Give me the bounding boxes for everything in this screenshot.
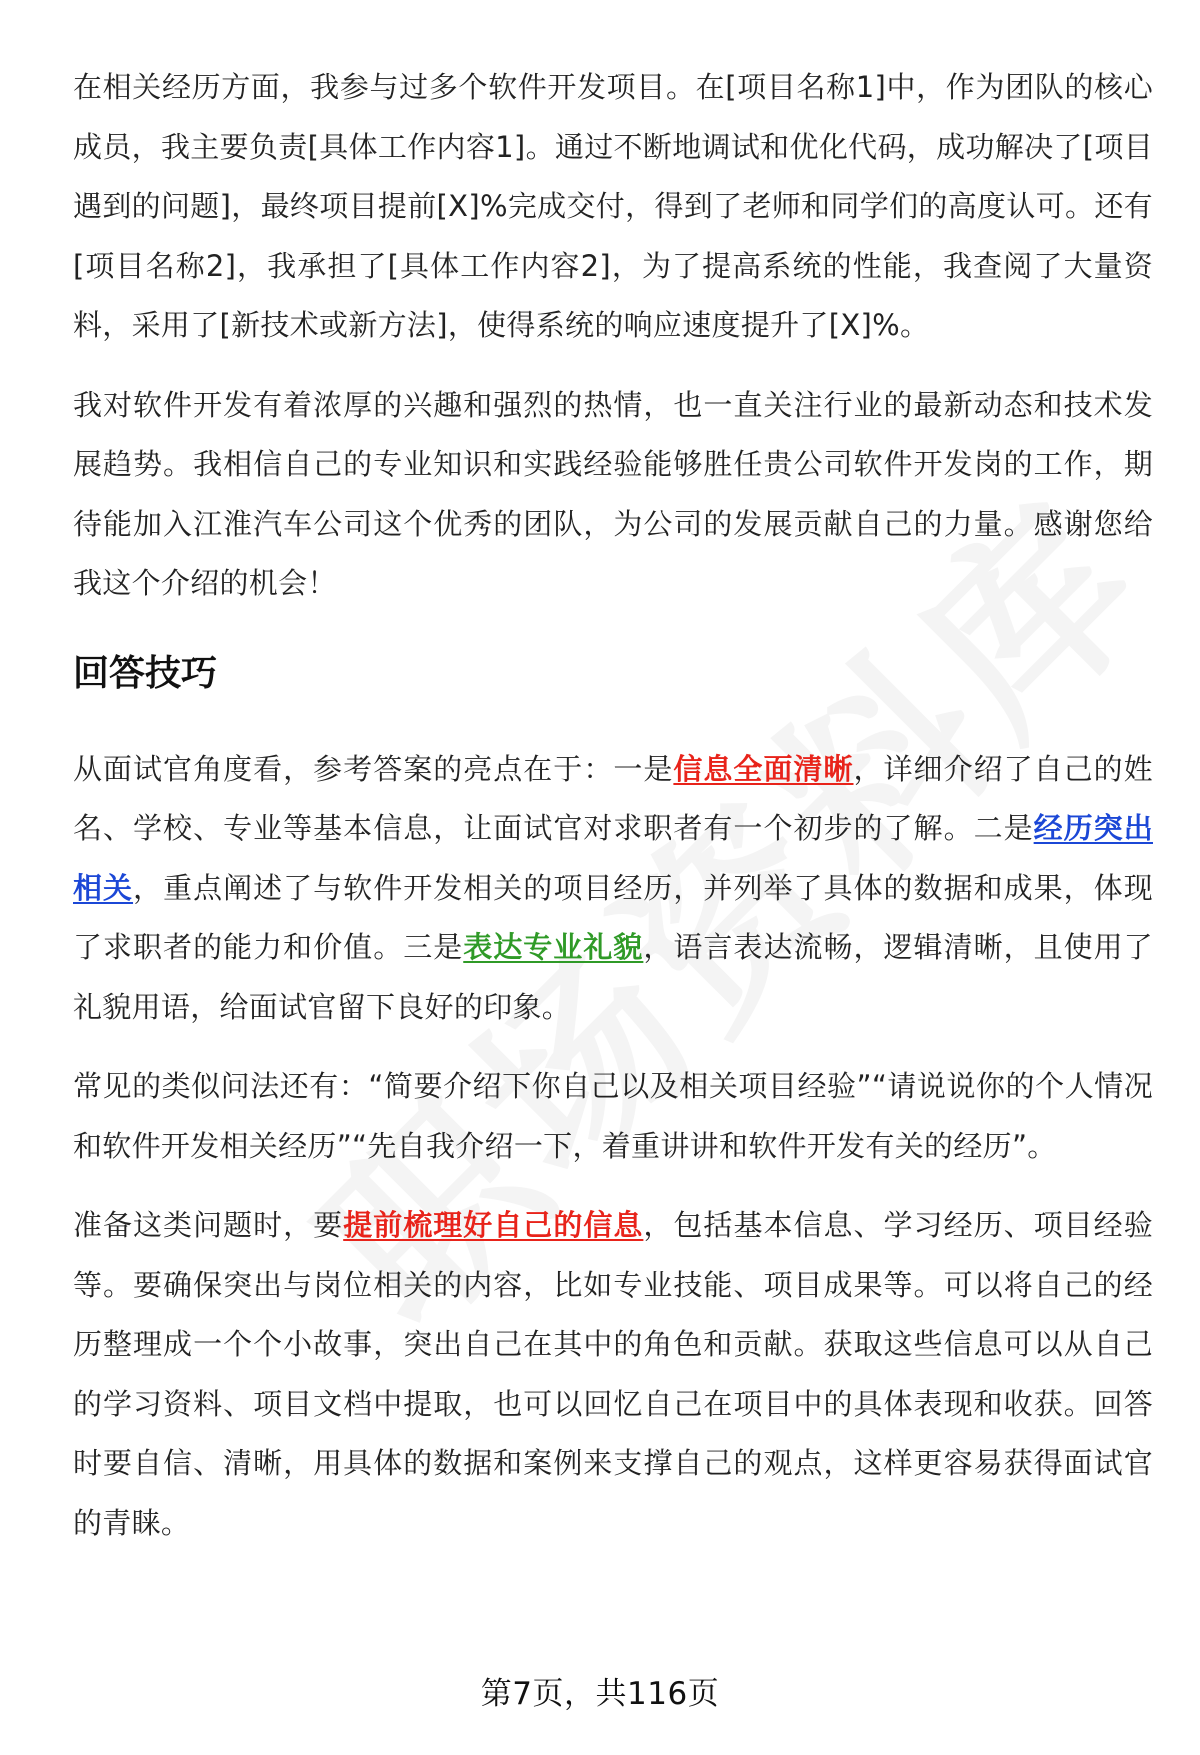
highlight-info-clear: 信息全面清晰 <box>673 751 854 786</box>
preparation-paragraph <box>73 1196 1153 1553</box>
tips-text: 从面试官角度看，参考答案的亮点在于：一是 <box>73 751 674 786</box>
tips-text: ，详细介绍了自己的姓名、学校、专业等基本信息，让面试官对求职者有一个初步的了解。二是 <box>73 751 1153 845</box>
tips-text: ，重点阐述了与软件开发相关的项目经历，并列举了具体的数据和成果，体现了求职者的能力和价值。三是 <box>73 870 1153 964</box>
highlight-organize-info: 提前梳理好自己的信息 <box>343 1208 644 1242</box>
highlight-professional-polite: 表达专业礼貌 <box>463 930 644 964</box>
experience-paragraph: 在相关经历方面，我参与过多个软件开发项目。在[项目名称1]中，作为团队的核心成员，我主要负责[具体工作内容1]。通过不断地调试和优化代码，成功解决了[项目遇到的问题]，最终项目提前[X]%完成交付，得到了老师和同学们的高度认可。还有[项目名称2]，我承担了[具体工作内容2]，为了提高系统的性能，我查阅了大量资料，采用了[新技术或新方法]，使得系统的响应速度提升了[X]%。 <box>73 70 1153 342</box>
highlight-experience-relevant: 经历突出相关 <box>73 811 1153 905</box>
tips-text: ，语言表达流畅，逻辑清晰，且使用了礼貌用语，给面试官留下良好的印象。 <box>73 930 1153 1024</box>
similar-questions-paragraph: 常见的类似问法还有：“简要介绍下你自己以及相关项目经验”“请说说你的个人情况和软件开发相关经历”“先自我介绍一下，着重讲讲和软件开发有关的经历”。 <box>73 1069 1153 1163</box>
closing-paragraph: 我对软件开发有着浓厚的兴趣和强烈的热情，也一直关注行业的最新动态和技术发展趋势。我相信自己的专业知识和实践经验能够胜任贵公司软件开发岗的工作，期待能加入江淮汽车公司这个优秀的团队，为公司的发展贡献自己的力量。感谢您给我这个介绍的机会！ <box>73 387 1153 600</box>
prep-text: 准备这类问题时，要 <box>73 1208 344 1242</box>
tips-paragraph-highlights <box>73 740 1153 1038</box>
document-page <box>73 58 1153 1573</box>
section-heading: 回答技巧 <box>73 652 218 694</box>
prep-text: ，包括基本信息、学习经历、项目经验等。要确保突出与岗位相关的内容，比如专业技能、项目成果等。可以将自己的经历整理成一个个小故事，突出自己在其中的角色和贡献。获取这些信息可以从自己的学习资料、项目文档中提取，也可以回忆自己在项目中的具体表现和收获。回答时要自信、清晰，用具体的数据和案例来支撑自己的观点，这样更容易获得面试官的青睐。 <box>73 1208 1153 1540</box>
page-number: 第7页，共116页 <box>480 1676 720 1712</box>
